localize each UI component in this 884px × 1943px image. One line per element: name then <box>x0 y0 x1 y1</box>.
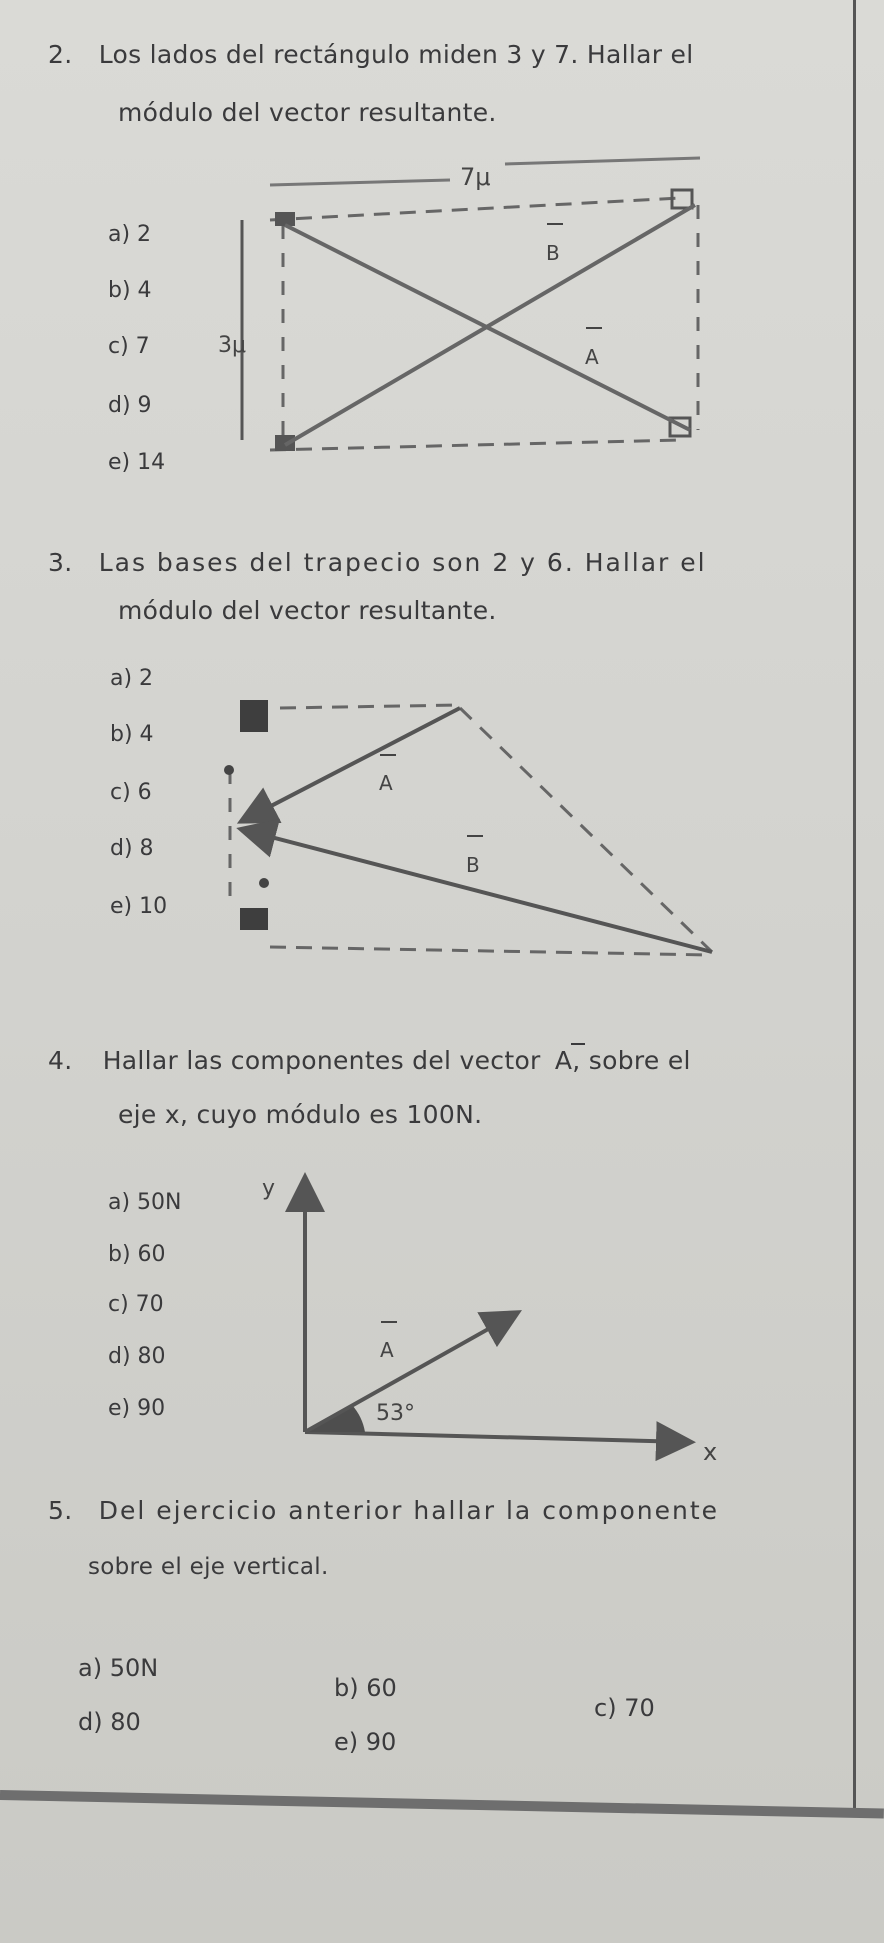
rectangle-top-edge <box>270 198 680 220</box>
problem-4-number: 4. <box>48 1046 73 1075</box>
top-dimension-label: 7μ <box>460 163 491 191</box>
problem-2-option-b: b) 4 <box>108 278 152 303</box>
problem-3-option-e: e) 10 <box>110 894 168 919</box>
trapezoid-slanted-side <box>460 708 712 952</box>
problem-2-statement: Los lados del rectángulo miden 3 y 7. Hallar el <box>98 40 694 69</box>
x-axis <box>305 1432 688 1442</box>
corner-mark-tl <box>275 212 295 226</box>
problem-3-statement-cont: módulo del vector resultante. <box>118 596 497 625</box>
trapezoid-bottom-base <box>270 947 710 955</box>
problem-4-option-a: a) 50N <box>108 1190 182 1215</box>
problem-3-option-b: b) 4 <box>110 722 154 747</box>
vector-b-arrow <box>244 830 712 952</box>
vector-a-arrow <box>244 708 460 820</box>
problem-3-line-1 <box>48 548 707 577</box>
problem-4-statement: Hallar las componentes del vector <box>102 1046 541 1075</box>
problem-5-option-e: e) 90 <box>334 1728 397 1756</box>
problem-5-option-b: b) 60 <box>334 1674 397 1702</box>
y-axis-label: y <box>262 1176 276 1201</box>
rectangle-diagram <box>218 158 700 451</box>
problem-3-option-d: d) 8 <box>110 836 154 861</box>
problem-3-option-a: a) 2 <box>110 666 154 691</box>
problem-5-statement: Del ejercicio anterior hallar la componente <box>98 1496 720 1525</box>
problem-5-option-d: d) 80 <box>78 1708 141 1736</box>
rectangle-bottom-edge <box>270 440 680 450</box>
vector-b-diagonal <box>285 205 695 445</box>
problem-5-number: 5. <box>48 1496 73 1525</box>
side-dimension-label: 3μ <box>218 333 246 358</box>
problem-4-option-c: c) 70 <box>108 1292 164 1317</box>
problem-4-option-e: e) 90 <box>108 1396 166 1421</box>
problem-2-option-a: a) 2 <box>108 222 152 247</box>
trapezoid-diagram <box>224 700 712 955</box>
angle-label: 53° <box>376 1401 415 1426</box>
vector-a-label: A <box>380 1338 394 1362</box>
vector-b-label: B <box>546 241 560 265</box>
trapezoid-top-base <box>280 705 460 708</box>
trapezoid-corner-bottom <box>240 908 268 930</box>
problem-5-line-1 <box>48 1496 719 1525</box>
problem-2-option-e: e) 14 <box>108 450 166 475</box>
problem-4-option-b: b) 60 <box>108 1242 166 1267</box>
problem-4-vector-symbol: A <box>554 1046 573 1075</box>
top-dimension-line <box>270 180 450 185</box>
problem-4-line-1 <box>48 1046 691 1075</box>
problem-2-option-d: d) 9 <box>108 393 152 418</box>
vector-b-label: B <box>466 853 480 877</box>
page-margin-line <box>853 0 856 1815</box>
vector-a-diagonal <box>285 225 690 430</box>
x-axis-label: x <box>703 1438 718 1466</box>
problem-3-statement: Las bases del trapecio son 2 y 6. Hallar el <box>98 548 707 577</box>
problem-5-statement-cont: sobre el eje vertical. <box>88 1554 329 1580</box>
problem-2-statement-cont: módulo del vector resultante. <box>118 98 497 127</box>
vector-a-label: A <box>585 345 599 369</box>
vector-a-label: A <box>379 771 393 795</box>
problem-3-option-c: c) 6 <box>110 780 152 805</box>
problem-4-statement-end: , sobre el <box>572 1046 691 1075</box>
vertex-dot-lower <box>259 878 269 888</box>
problem-3-number: 3. <box>48 548 73 577</box>
vertex-dot-upper <box>224 765 234 775</box>
problem-2-number: 2. <box>48 40 73 69</box>
problem-5-option-c: c) 70 <box>594 1694 655 1722</box>
axis-vector-diagram <box>262 1176 717 1466</box>
trapezoid-corner-top <box>240 700 268 732</box>
problem-2-option-c: c) 7 <box>108 334 150 359</box>
top-dimension-line-right <box>505 158 700 164</box>
problem-4-option-d: d) 80 <box>108 1344 166 1369</box>
problem-4-statement-cont: eje x, cuyo módulo es 100N. <box>118 1100 483 1129</box>
problem-5-option-a: a) 50N <box>78 1654 159 1682</box>
